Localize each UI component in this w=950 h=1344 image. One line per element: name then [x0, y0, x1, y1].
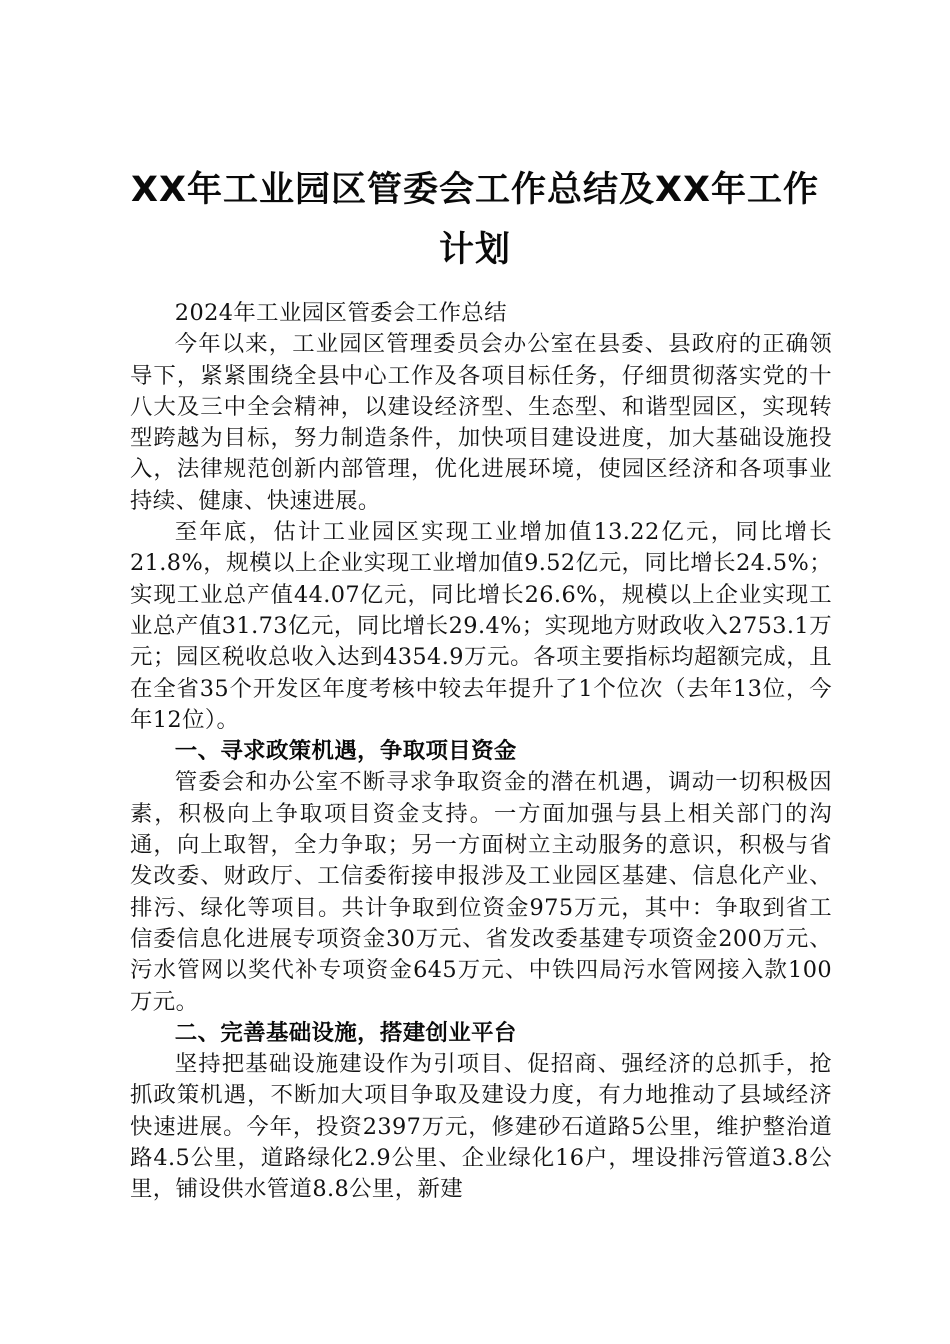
document-subtitle: 2024年工业园区管委会工作总结 — [174, 300, 507, 326]
metrics-paragraph: 至年底，估计工业园区实现工业增加值13.22亿元，同比增长21.8%，规模以上企业实现工业增加值9.52亿元，同比增长24.5%；实现工业总产值44.07亿元，同比增长26.6%，规模以上企业实现工业总产值31.73亿元，同比增长29.4%；实现地方财政收入2753.1万元；园区税收总收入达到4354.9万元。各项主要指标均超额完成，且在全省35个开发区年度考核中较去年提升了1个位次（去年13位，今年12位）。 — [130, 519, 832, 733]
section-paragraph-policy: 管委会和办公室不断寻求争取资金的潜在机遇，调动一切积极因素，积极向上争取项目资金支持。一方面加强与县上相关部门的沟通，向上取智，全力争取；另一方面树立主动服务的意识，积极与省发改委、财政厅、工信委衔接申报涉及工业园区基建、信息化产业、排污、绿化等项目。共计争取到位资金975万元，其中：争取到省工信委信息化进展专项资金30万元、省发改委基建专项资金200万元、污水管网以奖代补专项资金645万元、中铁四局污水管网接入款100万元。 — [130, 769, 832, 1015]
section-paragraph-infrastructure: 坚持把基础设施建设作为引项目、促招商、强经济的总抓手，抢抓政策机遇，不断加大项目争取及建设力度，有力地推动了县域经济快速进展。今年，投资2397万元，修建砂石道路5公里，维护整治道路4.5公里，道路绿化2.9公里、企业绿化16户，埋设排污管道3.8公里，铺设供水管道8.8公里，新建 — [130, 1051, 832, 1203]
section-heading-infrastructure: 二、完善基础设施，搭建创业平台 — [174, 1019, 517, 1046]
section-heading-policy: 一、寻求政策机遇，争取项目资金 — [174, 738, 517, 765]
document-body — [130, 298, 832, 1206]
document-title: XX年工业园区管委会工作总结及XX年工作计划 — [131, 170, 819, 270]
intro-paragraph: 今年以来，工业园区管理委员会办公室在县委、县政府的正确领导下，紧紧围绕全县中心工作及各项目标任务，仔细贯彻落实党的十八大及三中全会精神，以建设经济型、生态型、和谐型园区，实现转型跨越为目标，努力制造条件，加快项目建设进度，加大基础设施投入，法律规范创新内部管理，优化进展环境，使园区经济和各项事业持续、健康、快速进展。 — [130, 331, 832, 514]
